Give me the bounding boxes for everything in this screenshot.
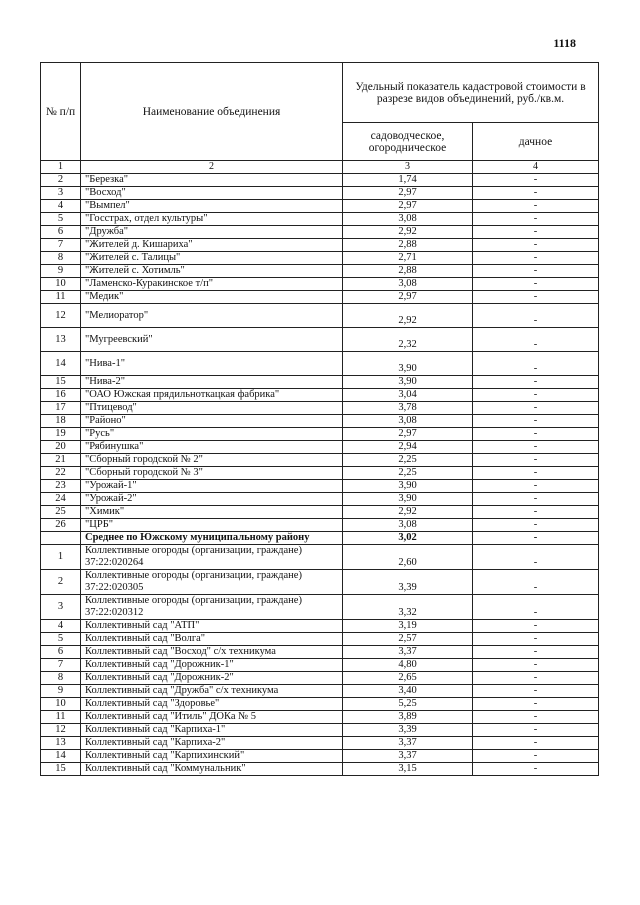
row-value: 4,80 bbox=[343, 659, 473, 672]
row-name: "Березка" bbox=[81, 174, 343, 187]
table-row bbox=[41, 252, 599, 265]
table-row bbox=[41, 226, 599, 239]
table-row bbox=[41, 506, 599, 519]
table-row bbox=[41, 441, 599, 454]
row-number: 9 bbox=[41, 685, 81, 698]
row-value: 2,92 bbox=[343, 226, 473, 239]
row-dacha: - bbox=[473, 480, 599, 493]
row-name: "Жителей с. Хотимль" bbox=[81, 265, 343, 278]
row-value: 3,89 bbox=[343, 711, 473, 724]
table-row bbox=[41, 763, 599, 776]
row-dacha: - bbox=[473, 352, 599, 376]
row-number: 11 bbox=[41, 291, 81, 304]
row-dacha: - bbox=[473, 698, 599, 711]
row-value: 3,08 bbox=[343, 213, 473, 226]
row-dacha: - bbox=[473, 737, 599, 750]
row-value: 3,15 bbox=[343, 763, 473, 776]
table-row bbox=[41, 724, 599, 737]
row-name: Коллективные огороды (организации, граждане) 37:22:020264 bbox=[81, 545, 343, 570]
row-number: 5 bbox=[41, 633, 81, 646]
row-number: 9 bbox=[41, 265, 81, 278]
row-dacha: - bbox=[473, 570, 599, 595]
column-index: 3 bbox=[343, 161, 473, 174]
row-number: 24 bbox=[41, 493, 81, 506]
row-dacha: - bbox=[473, 200, 599, 213]
row-name: "Сборный городской № 3" bbox=[81, 467, 343, 480]
row-value: 3,37 bbox=[343, 750, 473, 763]
row-value: 3,90 bbox=[343, 376, 473, 389]
row-value: 2,97 bbox=[343, 428, 473, 441]
row-dacha: - bbox=[473, 493, 599, 506]
row-value: 2,88 bbox=[343, 239, 473, 252]
row-number: 12 bbox=[41, 304, 81, 328]
row-dacha: - bbox=[473, 711, 599, 724]
row-value: 3,32 bbox=[343, 595, 473, 620]
row-value: 3,08 bbox=[343, 278, 473, 291]
row-name: Коллективный сад "Волга" bbox=[81, 633, 343, 646]
header-name: Наименование объединения bbox=[81, 63, 343, 161]
table-row bbox=[41, 737, 599, 750]
row-number: 26 bbox=[41, 519, 81, 532]
row-dacha: - bbox=[473, 402, 599, 415]
table-row bbox=[41, 239, 599, 252]
table-row bbox=[41, 265, 599, 278]
row-value: 3,37 bbox=[343, 646, 473, 659]
row-name: "Ламенско-Куракинское т/п" bbox=[81, 278, 343, 291]
table-row bbox=[41, 595, 599, 620]
table-row bbox=[41, 278, 599, 291]
table-row bbox=[41, 467, 599, 480]
row-name: "Жителей с. Талицы" bbox=[81, 252, 343, 265]
row-name: Коллективный сад "Карпиха-2" bbox=[81, 737, 343, 750]
row-dacha: - bbox=[473, 672, 599, 685]
table-row bbox=[41, 659, 599, 672]
table-row bbox=[41, 750, 599, 763]
row-number: 15 bbox=[41, 763, 81, 776]
table-row bbox=[41, 570, 599, 595]
row-value: 2,94 bbox=[343, 441, 473, 454]
row-dacha: - bbox=[473, 633, 599, 646]
row-number: 8 bbox=[41, 672, 81, 685]
table-row bbox=[41, 646, 599, 659]
table-row bbox=[41, 291, 599, 304]
row-dacha: - bbox=[473, 239, 599, 252]
row-name: Коллективный сад "Дорожник-1" bbox=[81, 659, 343, 672]
row-name: "Птицевод" bbox=[81, 402, 343, 415]
header-dacha: дачное bbox=[473, 123, 599, 161]
row-number: 23 bbox=[41, 480, 81, 493]
row-name: "Мелиоратор" bbox=[81, 304, 343, 328]
row-value: 3,04 bbox=[343, 389, 473, 402]
row-dacha: - bbox=[473, 278, 599, 291]
row-dacha: - bbox=[473, 685, 599, 698]
row-dacha: - bbox=[473, 620, 599, 633]
row-number: 10 bbox=[41, 278, 81, 291]
row-value: 3,90 bbox=[343, 352, 473, 376]
row-number: 15 bbox=[41, 376, 81, 389]
row-dacha: - bbox=[473, 376, 599, 389]
header-garden: садоводческое, огородническое bbox=[343, 123, 473, 161]
row-value: 3,08 bbox=[343, 415, 473, 428]
table-row bbox=[41, 304, 599, 328]
row-dacha: - bbox=[473, 441, 599, 454]
row-number: 2 bbox=[41, 174, 81, 187]
row-dacha: - bbox=[473, 428, 599, 441]
row-value: 2,25 bbox=[343, 467, 473, 480]
row-name: Коллективный сад "Здоровье" bbox=[81, 698, 343, 711]
row-value: 2,92 bbox=[343, 506, 473, 519]
row-number: 13 bbox=[41, 737, 81, 750]
row-number: 5 bbox=[41, 213, 81, 226]
row-number: 13 bbox=[41, 328, 81, 352]
row-value: 5,25 bbox=[343, 698, 473, 711]
row-dacha: - bbox=[473, 545, 599, 570]
row-name: "Жителей д. Кишариха" bbox=[81, 239, 343, 252]
row-name: "Восход" bbox=[81, 187, 343, 200]
table-row bbox=[41, 493, 599, 506]
table-row bbox=[41, 174, 599, 187]
row-name: Коллективный сад "Дружба" с/х техникума bbox=[81, 685, 343, 698]
row-number: 12 bbox=[41, 724, 81, 737]
row-name: "Нива-1" bbox=[81, 352, 343, 376]
row-number: 7 bbox=[41, 239, 81, 252]
row-name: Коллективный сад "Восход" с/х техникума bbox=[81, 646, 343, 659]
row-number: 4 bbox=[41, 200, 81, 213]
table-row bbox=[41, 428, 599, 441]
table-row bbox=[41, 402, 599, 415]
row-value: 2,57 bbox=[343, 633, 473, 646]
row-name: "Нива-2" bbox=[81, 376, 343, 389]
row-value: 2,97 bbox=[343, 291, 473, 304]
table-row bbox=[41, 698, 599, 711]
row-dacha: - bbox=[473, 187, 599, 200]
header-group: Удельный показатель кадастровой стоимости в разрезе видов объединений, руб./кв.м. bbox=[343, 63, 599, 123]
row-value: 2,97 bbox=[343, 200, 473, 213]
row-value: 3,19 bbox=[343, 620, 473, 633]
row-dacha: - bbox=[473, 226, 599, 239]
average-row bbox=[41, 532, 599, 545]
row-dacha: - bbox=[473, 454, 599, 467]
row-number: 1 bbox=[41, 545, 81, 570]
row-value: 2,65 bbox=[343, 672, 473, 685]
row-number: 8 bbox=[41, 252, 81, 265]
row-value: 2,32 bbox=[343, 328, 473, 352]
row-dacha: - bbox=[473, 213, 599, 226]
row-value: 3,40 bbox=[343, 685, 473, 698]
row-number: 4 bbox=[41, 620, 81, 633]
row-number: 14 bbox=[41, 352, 81, 376]
row-number: 11 bbox=[41, 711, 81, 724]
row-dacha: - bbox=[473, 595, 599, 620]
row-name: "Вымпел" bbox=[81, 200, 343, 213]
row-name: Коллективные огороды (организации, граждане) 37:22:020312 bbox=[81, 595, 343, 620]
row-number: 18 bbox=[41, 415, 81, 428]
average-label: Среднее по Южскому муниципальному району bbox=[81, 532, 343, 545]
header-number: № п/п bbox=[41, 63, 81, 161]
row-dacha: - bbox=[473, 724, 599, 737]
row-name: Коллективный сад "Итиль" ДОКа № 5 bbox=[81, 711, 343, 724]
column-index: 4 bbox=[473, 161, 599, 174]
average-value: 3,02 bbox=[343, 532, 473, 545]
row-value: 1,74 bbox=[343, 174, 473, 187]
table-row bbox=[41, 672, 599, 685]
row-value: 2,71 bbox=[343, 252, 473, 265]
table-row bbox=[41, 685, 599, 698]
table-row bbox=[41, 389, 599, 402]
row-value: 2,88 bbox=[343, 265, 473, 278]
row-dacha: - bbox=[473, 174, 599, 187]
row-name: Коллективный сад "Коммунальник" bbox=[81, 763, 343, 776]
average-dacha: - bbox=[473, 532, 599, 545]
column-index: 1 bbox=[41, 161, 81, 174]
row-dacha: - bbox=[473, 750, 599, 763]
row-number: 2 bbox=[41, 570, 81, 595]
row-name: "Рябинушка" bbox=[81, 441, 343, 454]
row-number: 16 bbox=[41, 389, 81, 402]
row-number: 22 bbox=[41, 467, 81, 480]
table-row bbox=[41, 633, 599, 646]
column-index: 2 bbox=[81, 161, 343, 174]
row-name: "Медик" bbox=[81, 291, 343, 304]
table-row bbox=[41, 213, 599, 226]
row-value: 2,92 bbox=[343, 304, 473, 328]
page-number: 1118 bbox=[553, 36, 576, 50]
table-row bbox=[41, 480, 599, 493]
table-row bbox=[41, 545, 599, 570]
row-name: "Дружба" bbox=[81, 226, 343, 239]
row-value: 3,78 bbox=[343, 402, 473, 415]
row-value: 3,90 bbox=[343, 493, 473, 506]
row-name: "ОАО Южская прядильноткацкая фабрика" bbox=[81, 389, 343, 402]
row-dacha: - bbox=[473, 291, 599, 304]
row-dacha: - bbox=[473, 328, 599, 352]
row-number: 6 bbox=[41, 226, 81, 239]
row-number: 14 bbox=[41, 750, 81, 763]
cadastral-value-table bbox=[40, 62, 599, 776]
row-value: 2,25 bbox=[343, 454, 473, 467]
row-name: Коллективный сад "АТП" bbox=[81, 620, 343, 633]
row-number: 3 bbox=[41, 595, 81, 620]
table-row bbox=[41, 187, 599, 200]
row-name: "Районо" bbox=[81, 415, 343, 428]
row-value: 2,97 bbox=[343, 187, 473, 200]
row-name: "Урожай-1" bbox=[81, 480, 343, 493]
table-row bbox=[41, 711, 599, 724]
row-number: 21 bbox=[41, 454, 81, 467]
row-number: 10 bbox=[41, 698, 81, 711]
row-value: 3,39 bbox=[343, 570, 473, 595]
row-name: Коллективный сад "Карпихинский" bbox=[81, 750, 343, 763]
row-number: 17 bbox=[41, 402, 81, 415]
row-number: 6 bbox=[41, 646, 81, 659]
row-dacha: - bbox=[473, 415, 599, 428]
row-name: "ЦРБ" bbox=[81, 519, 343, 532]
table-row bbox=[41, 328, 599, 352]
row-dacha: - bbox=[473, 265, 599, 278]
row-dacha: - bbox=[473, 304, 599, 328]
row-dacha: - bbox=[473, 646, 599, 659]
row-dacha: - bbox=[473, 467, 599, 480]
row-dacha: - bbox=[473, 659, 599, 672]
row-name: "Сборный городской № 2" bbox=[81, 454, 343, 467]
row-name: "Химик" bbox=[81, 506, 343, 519]
row-dacha: - bbox=[473, 252, 599, 265]
row-dacha: - bbox=[473, 519, 599, 532]
row-number bbox=[41, 532, 81, 545]
row-number: 19 bbox=[41, 428, 81, 441]
table-row bbox=[41, 454, 599, 467]
row-name: Коллективный сад "Карпиха-1" bbox=[81, 724, 343, 737]
table-row bbox=[41, 519, 599, 532]
row-name: "Госстрах, отдел культуры" bbox=[81, 213, 343, 226]
row-number: 7 bbox=[41, 659, 81, 672]
row-number: 20 bbox=[41, 441, 81, 454]
table-row bbox=[41, 415, 599, 428]
row-dacha: - bbox=[473, 506, 599, 519]
row-value: 2,60 bbox=[343, 545, 473, 570]
row-number: 3 bbox=[41, 187, 81, 200]
row-number: 25 bbox=[41, 506, 81, 519]
row-dacha: - bbox=[473, 763, 599, 776]
table-row bbox=[41, 200, 599, 213]
row-name: "Мугреевский" bbox=[81, 328, 343, 352]
table-row bbox=[41, 352, 599, 376]
row-name: Коллективные огороды (организации, граждане) 37:22:020305 bbox=[81, 570, 343, 595]
row-name: "Урожай-2" bbox=[81, 493, 343, 506]
row-value: 3,37 bbox=[343, 737, 473, 750]
row-name: Коллективный сад "Дорожник-2" bbox=[81, 672, 343, 685]
row-name: "Русь" bbox=[81, 428, 343, 441]
table-row bbox=[41, 620, 599, 633]
row-value: 3,39 bbox=[343, 724, 473, 737]
row-dacha: - bbox=[473, 389, 599, 402]
row-value: 3,90 bbox=[343, 480, 473, 493]
row-value: 3,08 bbox=[343, 519, 473, 532]
table-row bbox=[41, 376, 599, 389]
